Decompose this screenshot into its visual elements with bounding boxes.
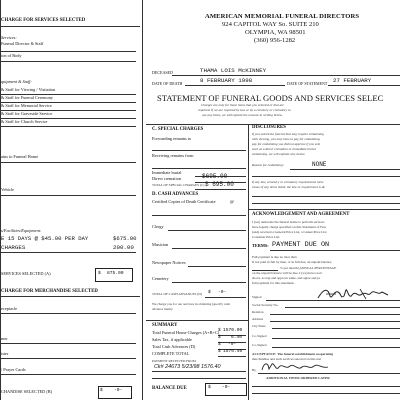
item-receptacle: eceptacle xyxy=(1,306,17,311)
storage-amount: $675.00 xyxy=(113,235,137,242)
death-date-label: DATE OF DEATH xyxy=(152,81,183,86)
disclosure-line-5: embalming, we will explain why below. xyxy=(252,152,306,156)
terms-label: TERMS: xyxy=(252,243,269,248)
cosigned-label-2: Co-Signed xyxy=(252,343,267,347)
facilities-label: s/Facilities/Equipment: xyxy=(1,228,42,233)
services-selected-dollar: $ xyxy=(98,271,101,276)
middle-column-divider xyxy=(248,124,249,400)
direct-cremation-amount: $695.00 xyxy=(202,173,228,180)
home-charges-amount: 1570.00 xyxy=(223,328,243,333)
statement-date-label: DATE OF STATEMENT xyxy=(287,81,328,86)
rule xyxy=(152,371,246,372)
disclosure-line-3: pay for embalming you did not approve if you sele xyxy=(252,142,321,146)
receiving-label: Receiving remains from xyxy=(152,153,194,158)
rule xyxy=(168,230,246,231)
rule xyxy=(172,282,246,283)
rule xyxy=(252,393,400,394)
merch-title: CHARGE FOR MERCHANDISE SELECTED xyxy=(1,289,98,294)
home-charges-dollar: $ xyxy=(218,328,221,333)
total-cash-amount: -0- xyxy=(228,342,237,347)
complete-total-amount: 1576.40 xyxy=(223,349,243,354)
complete-total-label: COMPLETE TOTAL xyxy=(152,351,190,356)
item-mer: mer xyxy=(1,336,8,341)
divider xyxy=(0,26,140,27)
certified-copies-label: Certified Copies of Death Certificate xyxy=(152,199,216,204)
finance-line-1: % per month (ANNUAL PERCENTAGE xyxy=(280,266,337,270)
merch-total-amount: -0- xyxy=(114,388,123,393)
complete-total-dollar: $ xyxy=(218,349,221,354)
rule xyxy=(328,85,400,86)
company-name: AMERICAN MEMORIAL FUNERAL DIRECTORS xyxy=(205,13,360,20)
address-label: Address xyxy=(252,317,264,321)
equipment-staff-label: quipment & Staff: xyxy=(1,79,32,84)
statement-note-1: Charges are only for those items that you selected or that are xyxy=(201,103,284,107)
rule xyxy=(1,94,136,95)
company-address-1: 924 CAPITOL WAY So. SUITE 210 xyxy=(222,21,319,28)
acceptance-line-2: merchandise and such services selected on this stat xyxy=(252,357,322,361)
rule xyxy=(266,300,400,301)
finance-line-2: on the unpaid balance will be due. I (we) have read xyxy=(252,271,322,275)
services-selected-amount: 875.00 xyxy=(107,271,124,276)
payment-detail: Ck# 24673 5/23/98 1576.40 xyxy=(154,364,221,370)
services-selected-label: SERVICES SELECTED (A) xyxy=(1,271,51,276)
rule xyxy=(290,169,400,170)
item-cards: / Prayer Cards xyxy=(1,367,26,372)
charges-label: CHARGES xyxy=(1,244,26,251)
paid-line-2: If not paid in full by then, or in full due, an unpaid balance xyxy=(252,260,332,264)
item-viewing: & Staff for Viewing / Visitation xyxy=(1,87,56,92)
statement-note-3: use any items, we will explain the reasons in writing below. xyxy=(202,113,283,117)
summary-title: SUMMARY xyxy=(152,323,178,328)
ack-line-1: I (we) authorize the funeral home to perform services xyxy=(252,220,325,224)
storage-detail: E 15 DAYS @ $45.00 PER DAY xyxy=(1,235,89,242)
additional-items-label: ADDITIONAL ITEMS ORDERED LATER xyxy=(266,376,330,380)
tax-amount: 6.40 xyxy=(231,335,243,340)
rule xyxy=(285,307,400,308)
rule xyxy=(1,358,136,359)
rule xyxy=(270,314,400,315)
rule xyxy=(188,266,246,267)
social-security-label: Social Security No. xyxy=(252,303,279,307)
rule xyxy=(272,328,400,329)
ack-line-4: Container Price List. xyxy=(252,235,281,239)
company-phone: (360) 956-1282 xyxy=(254,37,296,44)
rule xyxy=(205,297,246,298)
charges-amount: 200.00 xyxy=(113,244,134,251)
rule xyxy=(1,118,136,119)
rule xyxy=(1,61,136,62)
rule xyxy=(1,102,136,103)
rule xyxy=(152,215,246,216)
tax-label: Sales Tax, if applicable xyxy=(152,337,192,342)
rule xyxy=(252,196,400,197)
disclosure-line-4: such as a direct cremation or immediate burial xyxy=(252,147,316,151)
merch-total-label: CHANDISE SELECTED (B) xyxy=(1,389,53,394)
tax-dollar: $ xyxy=(218,335,221,340)
disclosure-line-1: If you selected a funeral that may require embalming xyxy=(252,132,324,136)
rule xyxy=(172,75,400,76)
payment-received-label: PAYMENT RECEIVED FROM xyxy=(152,359,196,363)
divider xyxy=(146,320,248,321)
total-cash-dollar: $ xyxy=(218,342,221,347)
balance-due-amount: -0- xyxy=(222,385,231,390)
finance-line-4: full payment for this statement. xyxy=(252,281,295,285)
rule xyxy=(270,250,400,251)
item-memorial: & Staff for Memorial Service xyxy=(1,103,52,108)
cash-note-1: We charge you for our services in obtaining (specify cash xyxy=(152,302,230,306)
rule xyxy=(1,374,136,375)
merch-total-dollar: $ xyxy=(100,388,103,393)
divider xyxy=(248,209,400,210)
rule xyxy=(152,378,246,379)
total-cash-label: Total Cash Advances (D) xyxy=(152,344,196,349)
city-state-label: City/State xyxy=(252,324,266,328)
ack-line-3: (and) received a General Price List, a Casket Price List xyxy=(252,230,327,234)
special-charges-title: C. SPECIAL CHARGES xyxy=(152,127,204,132)
column-divider xyxy=(142,0,143,400)
item-graveside: & Staff for Graveside Service xyxy=(1,111,53,116)
item-vehicle: Vehicle xyxy=(1,187,14,192)
cash-note-2: advance items) xyxy=(152,307,173,311)
balance-due-dollar: $ xyxy=(208,385,211,390)
balance-due-label: BALANCE DUE xyxy=(152,386,187,391)
deceased-name: THAMA LOIS McKINNEY xyxy=(200,67,267,74)
rule xyxy=(195,189,246,190)
acceptance-line-1: ACCEPTANCE: The funeral establishment cooperating xyxy=(252,352,334,356)
clergy-label: Clergy xyxy=(152,224,164,229)
signed-label: Signed xyxy=(252,295,262,299)
special-total-label: TOTAL OF SPECIAL CHARGES (C) xyxy=(152,183,205,187)
death-date: 8 FEBRUARY 1998 xyxy=(200,77,253,84)
cemetery-req-line-1: If any law, cemetery or crematory requirements have xyxy=(252,180,324,184)
paid-line-1: Full payment is due no later than xyxy=(252,255,297,259)
cash-total-amount: -0- xyxy=(218,290,227,295)
acceptance-signature-graphic xyxy=(260,360,335,374)
cemetery-label: Cemetery xyxy=(152,276,169,281)
services-label: Services: xyxy=(1,35,17,40)
rule xyxy=(1,195,136,196)
rule xyxy=(258,373,400,374)
newspaper-label: Newspaper Notices xyxy=(152,260,186,265)
rule xyxy=(272,347,400,348)
rule xyxy=(252,386,400,387)
statement-date: 27 FEBRUARY xyxy=(333,77,372,84)
item-funeral-director: Funeral Director & Staff xyxy=(1,41,44,46)
immediate-burial-label: Immediate burial xyxy=(152,170,182,175)
rule xyxy=(252,203,400,204)
finance-line-3: above, accept and approve same, and agree and pr xyxy=(252,276,320,280)
terms-value: PAYMENT DUE ON xyxy=(272,241,330,249)
rule xyxy=(1,110,136,111)
rule xyxy=(252,176,400,177)
certified-copies-at: @ xyxy=(230,199,234,204)
cash-advances-title: D. CASH ADVANCES xyxy=(152,192,199,197)
home-charges-label: Total Funeral Home Charges (A+B+C) xyxy=(152,330,220,335)
forwarding-label: Forwarding remains to xyxy=(152,136,192,141)
item-ister: ister xyxy=(1,351,9,356)
item-transfer: ains to Funeral Home xyxy=(1,154,39,159)
rule xyxy=(152,168,246,169)
rule xyxy=(1,51,136,52)
rule xyxy=(1,343,136,344)
rule xyxy=(1,313,136,314)
company-address-2: OLYMPIA, WA 98501 xyxy=(245,29,306,36)
rule xyxy=(1,162,136,163)
divider xyxy=(0,296,140,297)
item-ceremony: & Staff for Funeral Ceremony xyxy=(1,95,53,100)
rule xyxy=(185,85,285,86)
disclosure-line-2: with viewing, you may have to pay for embalming. xyxy=(252,137,321,141)
embalming-reason-value: NONE xyxy=(312,161,327,168)
item-body: ion of Body xyxy=(1,53,22,58)
cemetery-req-line-2: chase of any items listed, the law or requirement is de xyxy=(252,185,325,189)
ack-title: ACKNOWLEDGEMENT AND AGREEMENT xyxy=(252,212,350,217)
rule xyxy=(270,321,400,322)
cash-total-dollar: $ xyxy=(208,290,211,295)
by-label: By xyxy=(252,368,256,372)
relation-label: Relation xyxy=(252,310,264,314)
deceased-label: DECEASED xyxy=(152,70,173,75)
cash-total-label: TOTAL OF CASH ADVANCES (D) xyxy=(152,292,202,296)
rule xyxy=(272,338,400,339)
section-a-title: CHARGE FOR SERVICES SELECTED xyxy=(1,18,86,23)
statement-title: STATEMENT OF FUNERAL GOODS AND SERVICES SELEC xyxy=(157,93,384,103)
musician-label: Musician xyxy=(152,242,168,247)
embalming-reason-label: Reason for embalming: xyxy=(252,163,284,167)
special-total-amount: $ 695.00 xyxy=(205,181,234,188)
rule xyxy=(152,150,246,151)
disclosures-title: DISCLOSURES xyxy=(252,125,286,130)
item-church: & Staff for Church Service xyxy=(1,119,48,124)
rule xyxy=(1,126,136,127)
rule xyxy=(1,252,136,253)
direct-cremation-label: Direct cremation xyxy=(152,176,181,181)
statement-note-2: required. If we are required by law or by a cemetery or crematory to xyxy=(198,108,291,112)
rule xyxy=(218,356,246,357)
rule xyxy=(172,248,246,249)
ack-line-2: have legally charge specified on this Statement of Fun xyxy=(252,225,326,229)
cosigned-label: Co-Signed xyxy=(252,334,267,338)
